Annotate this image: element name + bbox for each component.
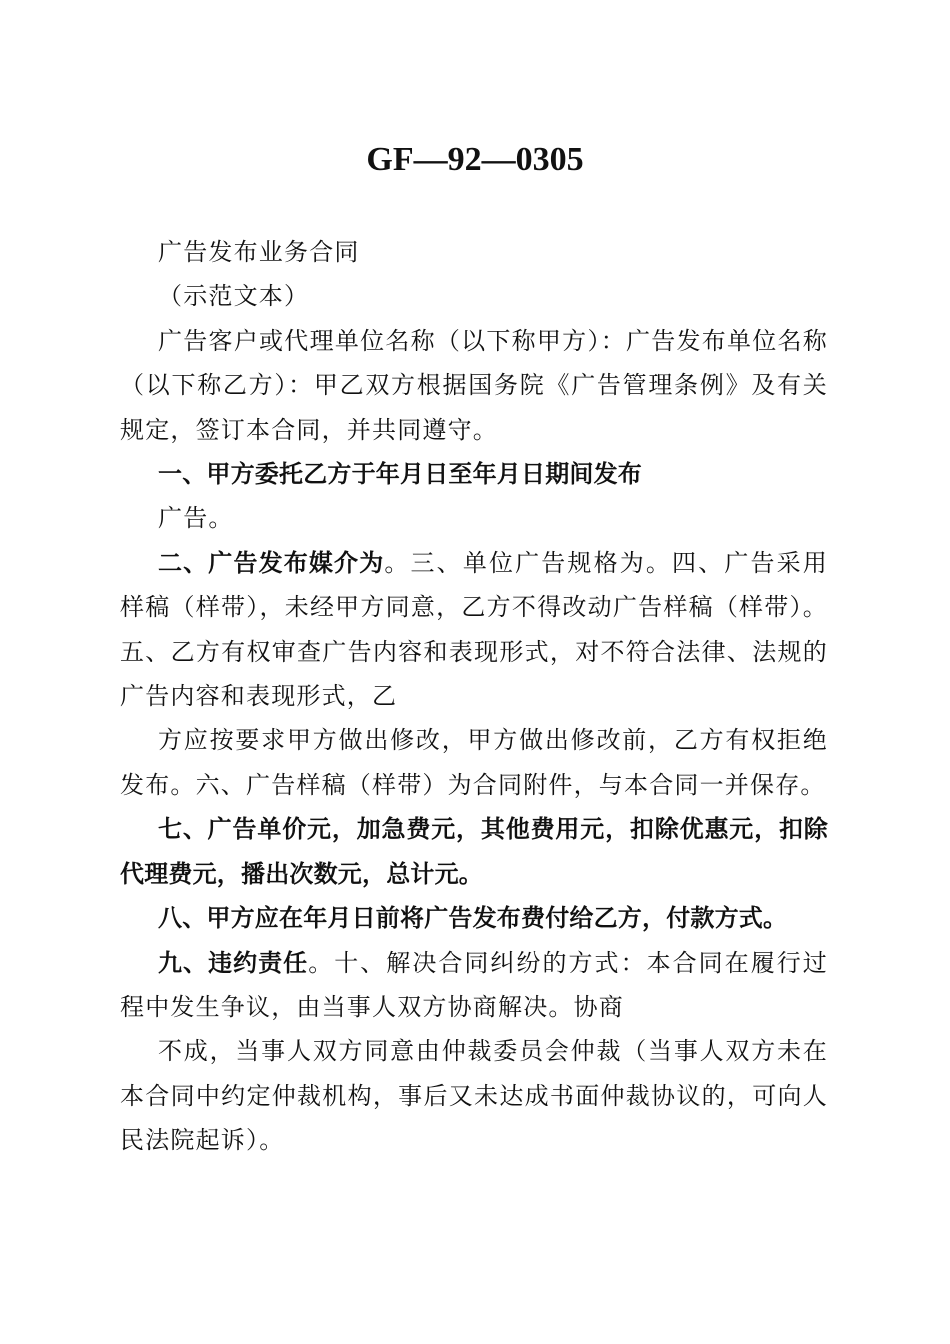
- clause-9-rest: 。十、解决合同纠纷的方式：本合同在履行过程中发生争议，由当事人双方协商解决。协商: [120, 948, 829, 1021]
- clause-1-heading: 一、甲方委托乙方于年月日至年月日期间发布: [158, 460, 642, 489]
- clause-8: 八、甲方应在年月日前将广告发布费付给乙方，付款方式。: [158, 904, 788, 933]
- clause-2-paragraph: [120, 541, 828, 719]
- intro-paragraph: 广告客户或代理单位名称（以下称甲方）：广告发布单位名称（以下称乙方）：甲乙双方根据国务院《广告管理条例》及有关规定，签订本合同，并共同遵守。: [120, 326, 828, 444]
- clause-9-continuation: 不成，当事人双方同意由仲裁委员会仲裁（当事人双方未在本合同中约定仲裁机构，事后又未达成书面仲裁协议的，可向人民法院起诉）。: [120, 1037, 828, 1155]
- document-code: GF—92—0305: [366, 141, 584, 178]
- clause-2-heading: 二、广告发布媒介为: [158, 548, 385, 577]
- clause-1-tail: 广告。: [158, 504, 234, 533]
- contract-subtitle: （示范文本）: [158, 282, 310, 311]
- document-body: [120, 230, 828, 1163]
- clause-2-continuation: 方应按要求甲方做出修改，甲方做出修改前，乙方有权拒绝发布。六、广告样稿（样带）为合同附件，与本合同一并保存。: [120, 726, 828, 799]
- clause-9-heading: 九、违约责任: [158, 948, 309, 977]
- clause-9-paragraph: [120, 941, 828, 1030]
- contract-title: 广告发布业务合同: [158, 238, 360, 266]
- clause-2-rest: 。三、单位广告规格为。四、广告采用样稿（样带），未经甲方同意，乙方不得改动广告样稿（样带）。五、乙方有权审查广告内容和表现形式，对不符合法律、法规的广告内容和表现形式，乙: [120, 548, 828, 711]
- clause-7: 七、广告单价元，加急费元，其他费用元，扣除优惠元，扣除代理费元，播出次数元，总计元。: [120, 815, 828, 888]
